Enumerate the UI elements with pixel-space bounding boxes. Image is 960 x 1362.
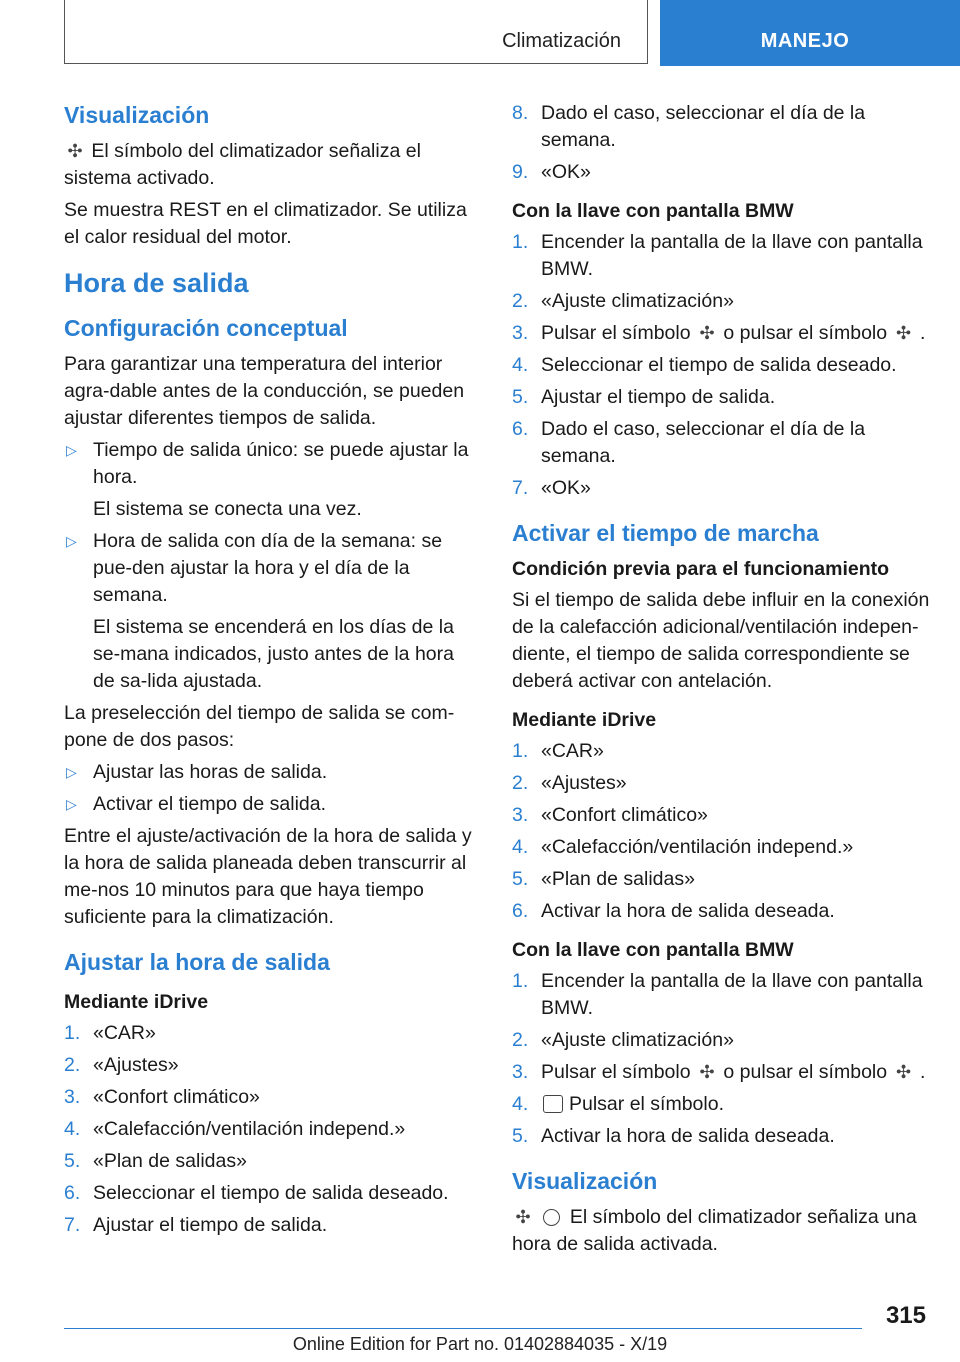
step-number: 5. <box>512 868 529 890</box>
step-item <box>512 802 930 829</box>
step-number: 4. <box>512 1093 529 1115</box>
step-text: Encender la pantalla de la llave con pantalla BMW. <box>541 231 923 280</box>
step-text: Seleccionar el tiempo de salida deseado. <box>93 1182 449 1204</box>
list-item-text: Ajustar las horas de salida. <box>93 761 328 783</box>
step-item <box>512 475 930 502</box>
triangle-bullet-icon: ▷ <box>66 764 77 780</box>
step-number: 6. <box>512 900 529 922</box>
step-item <box>512 968 930 1022</box>
chapter-tab <box>660 0 960 66</box>
step-number: 1. <box>512 231 529 253</box>
step-text: «Confort climático» <box>93 1086 260 1108</box>
step-text: Ajustar el tiempo de salida. <box>541 386 776 408</box>
step-text: Activar la hora de salida deseada. <box>541 1125 835 1147</box>
step-number: 2. <box>64 1054 81 1076</box>
step-item <box>512 1059 930 1086</box>
list-item <box>64 759 478 786</box>
condicion-text: Si el tiempo de salida debe influir en la conexión de la calefacción adicional/ventilación indepen-diente, el tiempo de salida correspondiente se deberá activar con antelación. <box>512 589 930 692</box>
step-item <box>512 229 930 283</box>
step-item <box>512 738 930 765</box>
step-item <box>64 1180 478 1207</box>
step-item <box>512 1027 930 1054</box>
step-number: 4. <box>64 1118 81 1140</box>
step-number: 6. <box>512 418 529 440</box>
key-display-heading: Con la llave con pantalla BMW <box>512 200 794 222</box>
triangle-bullet-icon: ▷ <box>66 533 77 549</box>
condicion-heading: Condición previa para el funcionamiento <box>512 558 890 580</box>
section-title: Climatización <box>502 30 621 52</box>
step-item <box>64 1148 478 1175</box>
step-text: «Plan de salidas» <box>93 1150 247 1172</box>
step-text: «Plan de salidas» <box>541 868 695 890</box>
step-number: 2. <box>512 1029 529 1051</box>
step-item <box>64 1052 478 1079</box>
visualizacion-heading: Visualización <box>512 1168 658 1194</box>
section-box <box>64 0 648 64</box>
ajustar-heading: Ajustar la hora de salida <box>64 949 330 975</box>
step-number: 4. <box>512 836 529 858</box>
activar-heading: Activar el tiempo de marcha <box>512 520 819 546</box>
fan-heat-icon: ✣ <box>895 1062 912 1082</box>
fan-icon: ✣ <box>699 1062 715 1082</box>
fan-icon: ✣ <box>67 141 83 161</box>
visualizacion-text-1-body: El símbolo del climatizador señaliza el sistema activado. <box>64 140 421 189</box>
step-item <box>64 1084 478 1111</box>
triangle-bullet-icon: ▷ <box>66 796 77 812</box>
step-text: Encender la pantalla de la llave con pantalla BMW. <box>541 970 923 1019</box>
list-item-subtext: El sistema se conecta una vez. <box>93 498 362 520</box>
step-item <box>64 1020 478 1047</box>
list-item-text: Activar el tiempo de salida. <box>93 793 327 815</box>
step-text: Activar la hora de salida deseada. <box>541 900 835 922</box>
preseleccion-text: La preselección del tiempo de salida se com-pone de dos pasos: <box>64 702 455 751</box>
right-column <box>512 100 930 1263</box>
step-text: Pulsar el símbolo <box>541 1061 691 1083</box>
step-text: «OK» <box>541 161 591 183</box>
step-text: . <box>919 1061 926 1083</box>
step-number: 1. <box>512 740 529 762</box>
step-item <box>512 866 930 893</box>
step-text: Seleccionar el tiempo de salida deseado. <box>541 354 897 376</box>
visualizacion-text-2: Se muestra REST en el climatizador. Se utiliza el calor residual del motor. <box>64 199 467 248</box>
step-item <box>512 1091 930 1118</box>
step-text: «Ajustes» <box>93 1054 179 1076</box>
step-text: «Ajuste climatización» <box>541 290 734 312</box>
step-item <box>64 1116 478 1143</box>
list-item-subtext: El sistema se encenderá en los días de la se-mana indicados, justo antes de la hora de sa-lida ajustada. <box>93 616 454 692</box>
list-item <box>64 791 478 818</box>
step-text: . <box>919 322 926 344</box>
chapter-tab-label: MANEJO <box>760 30 850 52</box>
edition-text: Online Edition for Part no. 01402884035 - X/19 <box>292 1334 668 1354</box>
step-text: Pulsar el símbolo <box>541 322 691 344</box>
fan-heat-icon: ✣ <box>895 323 912 343</box>
visualizacion-text-1 <box>64 138 478 192</box>
step-number: 2. <box>512 772 529 794</box>
step-item <box>512 352 930 379</box>
step-number: 6. <box>64 1182 81 1204</box>
step-item <box>512 1123 930 1150</box>
step-text: Pulsar el símbolo. <box>569 1093 724 1115</box>
step-number: 3. <box>512 1061 529 1083</box>
fan-icon: ✣ <box>515 1207 531 1227</box>
footer-text <box>0 1334 960 1355</box>
left-column <box>64 100 478 1244</box>
step-number: 7. <box>512 477 529 499</box>
step-number: 3. <box>512 804 529 826</box>
step-text: «CAR» <box>93 1022 156 1044</box>
visualizacion-text-body: El símbolo del climatizador señaliza una hora de salida activada. <box>512 1206 917 1255</box>
step-item <box>512 416 930 470</box>
clock-icon <box>543 1209 560 1226</box>
step-item <box>512 384 930 411</box>
step-number: 2. <box>512 290 529 312</box>
step-text: o pulsar el símbolo <box>723 1061 888 1083</box>
page-number: 315 <box>885 1302 926 1329</box>
configuracion-text: Para garantizar una temperatura del interior agra-dable antes de la conducción, se pueden ajustar diferentes tiempos de salida. <box>64 353 465 429</box>
step-text: «OK» <box>541 477 591 499</box>
list-item <box>64 437 478 491</box>
fan-icon: ✣ <box>699 323 715 343</box>
key-display-heading: Con la llave con pantalla BMW <box>512 939 794 961</box>
step-text: Ajustar el tiempo de salida. <box>93 1214 328 1236</box>
configuracion-heading: Configuración conceptual <box>64 315 348 341</box>
step-item <box>512 834 930 861</box>
list-item-text: Hora de salida con día de la semana: se pue-den ajustar la hora y el día de la semana. <box>93 530 443 606</box>
step-text: «CAR» <box>541 740 604 762</box>
footer-divider <box>64 1328 862 1329</box>
step-item <box>512 320 930 347</box>
step-number: 3. <box>64 1086 81 1108</box>
step-text: Dado el caso, seleccionar el día de la semana. <box>541 102 866 151</box>
step-number: 3. <box>512 322 529 344</box>
step-text: «Ajuste climatización» <box>541 1029 734 1051</box>
list-item-text: Tiempo de salida único: se puede ajustar la hora. <box>93 439 469 488</box>
idrive-steps <box>64 1020 478 1239</box>
step-number: 1. <box>512 970 529 992</box>
step-item <box>512 159 930 186</box>
step-item <box>512 898 930 925</box>
step-number: 9. <box>512 161 529 183</box>
list-item <box>64 528 478 609</box>
visualizacion-heading: Visualización <box>64 102 210 128</box>
step-text: «Confort climático» <box>541 804 708 826</box>
step-text: «Calefacción/ventilación independ.» <box>541 836 854 858</box>
step-number: 5. <box>64 1150 81 1172</box>
step-text: Dado el caso, seleccionar el día de la semana. <box>541 418 866 467</box>
step-number: 8. <box>512 102 529 124</box>
step-text: «Calefacción/ventilación independ.» <box>93 1118 406 1140</box>
idrive-heading: Mediante iDrive <box>64 991 209 1013</box>
step-text: o pulsar el símbolo <box>723 322 888 344</box>
triangle-bullet-icon: ▷ <box>66 442 77 458</box>
step-item <box>512 100 930 154</box>
hora-salida-heading: Hora de salida <box>64 268 249 298</box>
page-header <box>0 0 960 66</box>
step-item <box>512 288 930 315</box>
step-text: «Ajustes» <box>541 772 627 794</box>
step-number: 1. <box>64 1022 81 1044</box>
step-number: 7. <box>64 1214 81 1236</box>
key-display-icon <box>543 1095 563 1113</box>
idrive-heading: Mediante iDrive <box>512 709 657 731</box>
intervalo-text: Entre el ajuste/activación de la hora de salida y la hora de salida planeada deben transcurrir al me-nos 10 minutos para que haya tiempo suficiente para la climatización. <box>64 825 472 928</box>
step-number: 5. <box>512 386 529 408</box>
step-item <box>64 1212 478 1239</box>
step-number: 4. <box>512 354 529 376</box>
step-item <box>512 770 930 797</box>
visualizacion-text <box>512 1204 930 1258</box>
step-number: 5. <box>512 1125 529 1147</box>
